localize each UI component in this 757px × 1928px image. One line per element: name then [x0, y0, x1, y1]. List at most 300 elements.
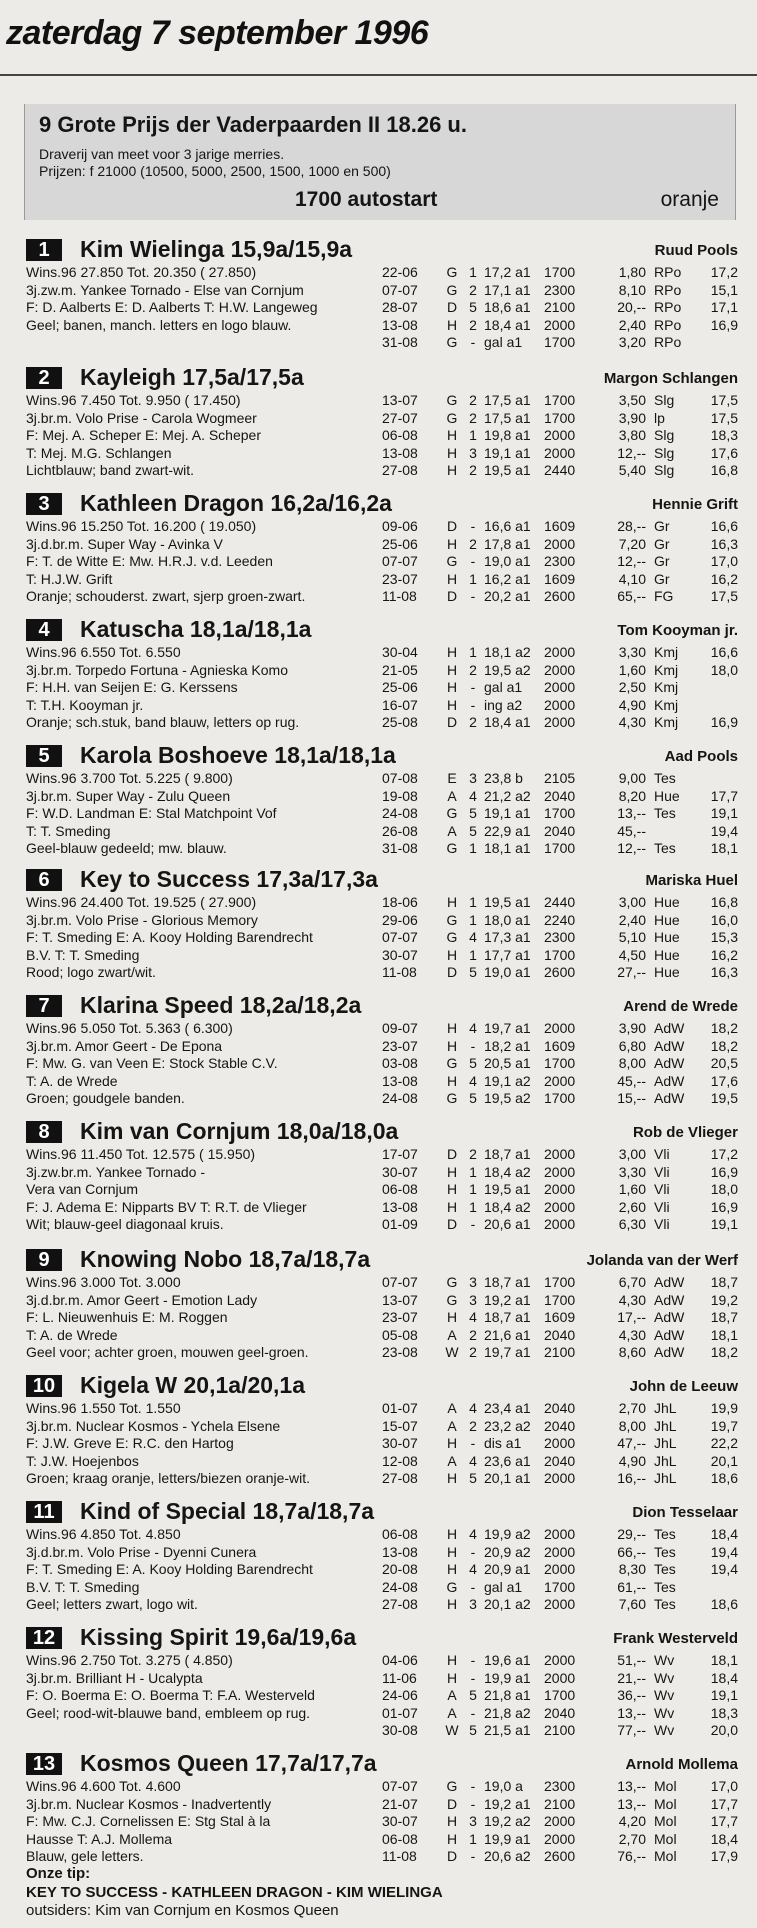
result-row	[382, 299, 738, 317]
result-cell: 16,2 a1	[484, 570, 531, 587]
result-cell: 6,80	[618, 1037, 646, 1054]
result-cell: 21-05	[382, 661, 418, 678]
result-cell: 17,5 a1	[484, 409, 531, 426]
result-cell: 23,6 a1	[484, 1452, 531, 1469]
result-cell: 13-07	[382, 392, 418, 408]
result-row	[382, 282, 738, 300]
result-row	[382, 840, 738, 858]
result-cell: G	[446, 1090, 458, 1106]
results-table	[382, 1274, 738, 1362]
result-cell: 2	[469, 535, 477, 552]
result-cell: 2000	[544, 644, 576, 660]
info-line: Wins.96 2.750 Tot. 3.275 ( 4.850)	[26, 1652, 233, 1668]
result-cell: 2600	[544, 1848, 576, 1864]
result-cell: 1700	[544, 1055, 576, 1071]
result-row	[382, 1848, 738, 1866]
result-cell: 61,--	[617, 1578, 646, 1595]
result-cell: Vli	[654, 1216, 670, 1232]
info-line: 3j.d.br.m. Super Way - Avinka V	[26, 535, 223, 552]
result-cell: 8,30	[618, 1561, 646, 1577]
info-line: Wins.96 3.700 Tot. 5.225 ( 9.800)	[26, 770, 233, 786]
result-cell: 27-08	[382, 1596, 418, 1612]
info-line: Geel-blauw gedeeld; mw. blauw.	[26, 840, 227, 856]
result-cell: 21,2 a2	[484, 787, 531, 804]
result-row	[382, 334, 738, 352]
horse-header	[26, 1750, 738, 1778]
result-row	[382, 1831, 738, 1849]
result-cell: 16,8	[710, 462, 738, 478]
result-cell: 01-07	[382, 1704, 418, 1721]
result-cell: 2600	[544, 964, 576, 980]
result-cell: -	[470, 1669, 476, 1686]
result-cell: 47,--	[617, 1435, 646, 1451]
result-cell: 3	[469, 1596, 477, 1612]
horse-info	[26, 1146, 386, 1234]
result-cell: 2,40	[618, 316, 646, 333]
info-line: Wins.96 3.000 Tot. 3.000	[26, 1274, 181, 1290]
info-line: B.V. T: T. Smeding	[26, 946, 140, 963]
result-cell: 17,5 a1	[484, 392, 531, 408]
result-cell: D	[446, 1216, 458, 1232]
result-cell: lp	[654, 409, 665, 426]
result-cell: 20,2 a1	[484, 588, 531, 604]
result-cell: 18,1	[710, 1326, 738, 1343]
result-cell: 27,--	[617, 964, 646, 980]
result-cell: H	[446, 696, 458, 713]
result-cell: 19,2 a1	[484, 1291, 531, 1308]
result-cell: 2000	[544, 1561, 576, 1577]
result-cell: 28,--	[617, 518, 646, 534]
horse-number: 2	[26, 367, 62, 389]
result-cell: 3,90	[618, 409, 646, 426]
result-cell: 2040	[544, 1417, 576, 1434]
result-cell: Vli	[654, 1198, 670, 1215]
result-cell: 19,4	[710, 1561, 738, 1577]
result-cell: G	[446, 334, 458, 350]
result-cell: 19,4	[710, 1543, 738, 1560]
result-cell: 18,2	[710, 1020, 738, 1036]
result-cell: 11-06	[382, 1669, 417, 1686]
result-cell: 17,0	[710, 1778, 738, 1794]
result-cell: 20-08	[382, 1561, 418, 1577]
result-cell: H	[446, 316, 458, 333]
result-cell: H	[446, 1198, 458, 1215]
info-line: F: Mej. A. Scheper E: Mej. A. Scheper	[26, 427, 261, 443]
info-line: 3j.d.br.m. Amor Geert - Emotion Lady	[26, 1291, 258, 1308]
info-line: Groen; kraag oranje, letters/biezen oranje-wit.	[26, 1470, 311, 1486]
driver-name: Jolanda van der Werf	[586, 1252, 738, 1269]
result-cell: 18,7 a1	[484, 1146, 531, 1162]
result-cell: 18,0	[710, 1181, 738, 1197]
result-row	[382, 1544, 738, 1562]
result-cell: 8,60	[618, 1344, 646, 1360]
result-row	[382, 1055, 738, 1073]
result-cell: Wv	[654, 1722, 675, 1738]
result-cell: 1	[469, 911, 477, 928]
result-cell: 12,--	[617, 553, 646, 569]
horse-name: Kosmos Queen 17,7a/17,7a	[80, 1750, 377, 1776]
result-cell: 18,7	[710, 1274, 738, 1290]
result-cell: D	[446, 1795, 458, 1812]
result-cell: 12,--	[617, 840, 646, 856]
result-cell: 2000	[544, 1435, 576, 1451]
info-line: F: T. Smeding E: A. Kooy Holding Barendrecht	[26, 929, 313, 945]
result-cell: 18,1 a2	[484, 644, 531, 660]
result-cell: 2300	[544, 929, 576, 945]
horse-name: Kind of Special 18,7a/18,7a	[80, 1498, 375, 1524]
result-row	[382, 392, 738, 410]
result-cell: H	[446, 1813, 458, 1829]
result-cell: 16,9	[710, 714, 738, 730]
info-line: 3j.br.m. Super Way - Zulu Queen	[26, 787, 231, 804]
result-cell: Kmj	[654, 644, 679, 660]
result-cell: 18,0 a1	[484, 911, 531, 928]
result-cell: 19,9 a1	[484, 1669, 531, 1686]
result-cell: 1700	[544, 946, 576, 963]
info-line: 3j.br.m. Nuclear Kosmos - Ychela Elsene	[26, 1417, 281, 1434]
result-row	[382, 947, 738, 965]
result-cell: 4,90	[618, 1452, 646, 1469]
result-cell: H	[446, 661, 458, 678]
result-cell: -	[470, 1037, 476, 1054]
result-cell: 1	[469, 946, 477, 963]
horse-header	[26, 1372, 738, 1400]
result-cell: JhL	[654, 1435, 677, 1451]
result-cell: H	[446, 1669, 458, 1686]
horse-header	[26, 1118, 738, 1146]
result-cell: D	[446, 518, 458, 534]
horse-header	[26, 1498, 738, 1526]
result-cell: 23-07	[382, 1309, 418, 1325]
result-row	[382, 1652, 738, 1670]
result-cell: 11-08	[382, 964, 417, 980]
result-row	[382, 1309, 738, 1327]
result-cell: -	[470, 1848, 476, 1864]
info-line: 3j.br.m. Volo Prise - Glorious Memory	[26, 911, 258, 928]
result-cell: Slg	[654, 444, 675, 461]
result-cell: 2000	[544, 1813, 576, 1829]
result-cell: 17,6	[710, 1072, 738, 1089]
result-cell: 20,6 a1	[484, 1216, 531, 1232]
result-cell: 17,3 a1	[484, 929, 531, 945]
result-cell: 4,20	[618, 1813, 646, 1829]
result-cell: 2,70	[618, 1400, 646, 1416]
result-row	[382, 1090, 738, 1108]
result-cell: 2	[469, 316, 477, 333]
result-cell: 3,00	[618, 894, 646, 910]
result-cell: 09-06	[382, 518, 418, 534]
result-cell: 17,0	[710, 553, 738, 569]
result-cell: -	[470, 696, 476, 713]
horse-entry	[26, 1750, 738, 1864]
result-cell: 2300	[544, 281, 576, 298]
result-cell: 07-07	[382, 281, 418, 298]
result-cell: 16,6 a1	[484, 518, 531, 534]
result-cell: 27-07	[382, 409, 418, 426]
result-row	[382, 427, 738, 445]
result-cell: 3,30	[618, 1163, 646, 1180]
result-cell: 4,30	[618, 1326, 646, 1343]
result-cell: 2240	[544, 911, 576, 928]
result-cell: 18,2 a1	[484, 1037, 531, 1054]
result-cell: 22-06	[382, 264, 418, 280]
result-cell: 1609	[544, 570, 576, 587]
result-cell: JhL	[654, 1417, 677, 1434]
result-cell: gal a1	[484, 334, 523, 350]
horse-entry	[26, 236, 738, 350]
tip-block	[26, 1864, 443, 1902]
horse-name: Kim van Cornjum 18,0a/18,0a	[80, 1118, 399, 1144]
horse-entry	[26, 1246, 738, 1360]
result-cell: Tes	[654, 1578, 676, 1595]
result-cell: Mol	[654, 1848, 677, 1864]
result-cell: RPo	[654, 299, 682, 315]
horse-name: Karola Boshoeve 18,1a/18,1a	[80, 742, 396, 768]
result-cell: W	[445, 1344, 459, 1360]
result-cell: Mol	[654, 1795, 677, 1812]
result-cell: H	[446, 1037, 458, 1054]
race-start: 1700 autostart	[295, 188, 438, 211]
horse-info	[26, 392, 386, 480]
result-cell: 07-07	[382, 1778, 418, 1794]
result-cell: 04-06	[382, 1652, 418, 1668]
result-cell: 77,--	[617, 1722, 646, 1738]
result-cell: 09-07	[382, 1020, 418, 1036]
results-table	[382, 894, 738, 982]
result-cell: 17,5	[710, 392, 738, 408]
result-cell: 19,5 a2	[484, 1090, 531, 1106]
horse-number: 8	[26, 1121, 62, 1143]
result-cell: Hue	[654, 946, 680, 963]
result-cell: 4,30	[618, 1291, 646, 1308]
result-cell: 12-08	[382, 1452, 418, 1469]
result-cell: H	[446, 444, 458, 461]
result-cell: dis a1	[484, 1435, 522, 1451]
result-cell: 2	[469, 1417, 477, 1434]
result-cell: 51,--	[617, 1652, 646, 1668]
result-row	[382, 1561, 738, 1579]
horse-number: 4	[26, 619, 62, 641]
result-cell: 2	[469, 281, 477, 298]
result-cell: 2040	[544, 822, 576, 839]
result-cell: H	[446, 1561, 458, 1577]
horse-entry	[26, 866, 738, 980]
result-cell: 2000	[544, 661, 576, 678]
result-cell: 2000	[544, 1146, 576, 1162]
result-row	[382, 1596, 738, 1614]
result-cell: 17,5	[710, 588, 738, 604]
result-cell: 16,9	[710, 1163, 738, 1180]
result-row	[382, 1687, 738, 1705]
result-cell: Vli	[654, 1163, 670, 1180]
result-cell: 16,2	[710, 946, 738, 963]
result-cell: 18-06	[382, 894, 418, 910]
result-cell: A	[447, 1417, 457, 1434]
result-cell: 15,--	[617, 1090, 646, 1106]
result-cell: H	[446, 1020, 458, 1036]
result-cell: 2000	[544, 1543, 576, 1560]
result-cell: H	[446, 462, 458, 478]
info-line: 3j.zw.m. Yankee Tornado - Else van Cornjum	[26, 281, 304, 298]
result-cell: G	[446, 264, 458, 280]
result-cell: 20,1 a2	[484, 1596, 531, 1612]
result-cell: 5	[469, 964, 477, 980]
result-cell: 18,4	[710, 1526, 738, 1542]
result-cell: 1	[469, 1163, 477, 1180]
result-cell: 20,6 a2	[484, 1848, 531, 1864]
horse-name: Kigela W 20,1a/20,1a	[80, 1372, 306, 1398]
result-cell: 19,6 a1	[484, 1652, 531, 1668]
result-cell: 29-06	[382, 911, 418, 928]
info-line: Wins.96 24.400 Tot. 19.525 ( 27.900)	[26, 894, 257, 910]
horse-entry	[26, 992, 738, 1106]
result-cell: 19,1	[710, 1687, 738, 1703]
result-cell: 20,--	[617, 299, 646, 315]
result-cell: RPo	[654, 264, 682, 280]
result-row	[382, 553, 738, 571]
result-cell: 24-08	[382, 1090, 418, 1106]
result-cell: 1,60	[618, 1181, 646, 1197]
result-cell: Vli	[654, 1181, 670, 1197]
result-cell: 25-06	[382, 679, 418, 695]
result-cell: AdW	[654, 1020, 685, 1036]
result-cell: 1700	[544, 840, 576, 856]
result-cell: 3,90	[618, 1020, 646, 1036]
result-cell: 16,9	[710, 1198, 738, 1215]
result-cell: 20,1 a1	[484, 1470, 531, 1486]
result-cell: 26-08	[382, 822, 418, 839]
result-cell: 17,2 a1	[484, 264, 531, 280]
result-cell: 4,50	[618, 946, 646, 963]
driver-name: Margon Schlangen	[603, 370, 738, 387]
driver-name: Hennie Grift	[652, 496, 738, 513]
result-cell: 2040	[544, 1326, 576, 1343]
result-cell: 18,4 a2	[484, 1163, 531, 1180]
result-cell: 19,1	[710, 805, 738, 821]
result-cell: 19,5 a2	[484, 661, 531, 678]
result-cell: 16,3	[710, 964, 738, 980]
result-cell: 2100	[544, 1344, 576, 1360]
info-line: Geel; banen, manch. letters en logo blauw.	[26, 316, 292, 333]
result-cell: Hue	[654, 787, 680, 804]
result-row	[382, 697, 738, 715]
result-row	[382, 1453, 738, 1471]
result-row	[382, 1274, 738, 1292]
result-cell: 13-08	[382, 1198, 418, 1215]
result-cell: RPo	[654, 316, 682, 333]
info-line: 3j.d.br.m. Volo Prise - Dyenni Cunera	[26, 1543, 257, 1560]
info-line: T: J.W. Hoejenbos	[26, 1452, 139, 1469]
result-cell: G	[446, 840, 458, 856]
result-row	[382, 1470, 738, 1488]
horse-entry	[26, 1498, 738, 1612]
horse-entry	[26, 1372, 738, 1486]
result-cell: D	[446, 964, 458, 980]
result-cell: G	[446, 1778, 458, 1794]
race-description	[39, 146, 391, 180]
result-cell: AdW	[654, 1344, 685, 1360]
horse-header	[26, 236, 738, 264]
result-cell: ing a2	[484, 696, 523, 713]
result-cell: 3	[469, 770, 477, 786]
result-cell: 25-08	[382, 714, 418, 730]
result-cell: 31-08	[382, 334, 418, 350]
result-cell: 06-08	[382, 1830, 418, 1847]
result-cell: 2000	[544, 1072, 576, 1089]
result-cell: 19,0 a1	[484, 553, 531, 569]
results-table	[382, 1400, 738, 1488]
result-cell: H	[446, 1072, 458, 1089]
result-cell: 5,10	[618, 929, 646, 945]
result-row	[382, 894, 738, 912]
results-table	[382, 1526, 738, 1614]
result-cell: 18,7 a1	[484, 1309, 531, 1325]
result-row	[382, 1435, 738, 1453]
result-row	[382, 1670, 738, 1688]
result-cell: 2040	[544, 1400, 576, 1416]
result-cell: 3,00	[618, 1146, 646, 1162]
info-line: F: J.W. Greve E: R.C. den Hartog	[26, 1435, 234, 1451]
result-cell: 15-07	[382, 1417, 418, 1434]
result-cell: 27-08	[382, 1470, 418, 1486]
horse-number: 9	[26, 1249, 62, 1271]
result-cell: H	[446, 1181, 458, 1197]
result-cell: -	[470, 1543, 476, 1560]
result-row	[382, 912, 738, 930]
result-cell: 1700	[544, 264, 576, 280]
result-cell: 13-08	[382, 1072, 418, 1089]
result-cell: 11-08	[382, 1848, 417, 1864]
result-cell: G	[446, 1578, 458, 1595]
driver-name: Frank Westerveld	[613, 1630, 738, 1647]
info-line: F: Mw. G. van Veen E: Stock Stable C.V.	[26, 1055, 278, 1071]
result-cell: 2000	[544, 1020, 576, 1036]
result-cell: 2000	[544, 1526, 576, 1542]
result-cell: 23,8 b	[484, 770, 523, 786]
result-cell: 5	[469, 1470, 477, 1486]
result-cell: Tes	[654, 840, 676, 856]
result-cell: 3,20	[618, 334, 646, 350]
result-row	[382, 1418, 738, 1436]
result-cell: 20,1	[710, 1452, 738, 1469]
tip-outsiders: outsiders: Kim van Cornjum en Kosmos Queen	[26, 1902, 339, 1919]
result-cell: 2100	[544, 1795, 576, 1812]
result-cell: 06-08	[382, 427, 418, 443]
horse-info	[26, 1274, 386, 1362]
result-cell: 1	[469, 894, 477, 910]
result-cell: 17,7 a1	[484, 946, 531, 963]
result-cell: -	[470, 1435, 476, 1451]
result-cell: D	[446, 714, 458, 730]
info-line: Oranje; sch.stuk, band blauw, letters op rug.	[26, 714, 300, 730]
result-cell: 17,1 a1	[484, 281, 531, 298]
result-cell: Mol	[654, 1778, 677, 1794]
result-cell: 3	[469, 1274, 477, 1290]
result-row	[382, 588, 738, 606]
result-cell: -	[470, 553, 476, 569]
result-cell: 13-07	[382, 1291, 418, 1308]
result-cell: E	[447, 770, 457, 786]
info-line: Geel; rood-wit-blauwe band, embleem op rug.	[26, 1704, 311, 1721]
result-cell: 17,8 a1	[484, 535, 531, 552]
result-cell: G	[446, 805, 458, 821]
result-cell: 1700	[544, 1687, 576, 1703]
result-cell: G	[446, 1055, 458, 1071]
result-cell: 07-07	[382, 1274, 418, 1290]
info-line: F: Mw. C.J. Cornelissen E: Stg Stal à la	[26, 1813, 271, 1829]
driver-name: Ruud Pools	[654, 242, 738, 259]
info-line: T: Mej. M.G. Schlangen	[26, 444, 172, 461]
